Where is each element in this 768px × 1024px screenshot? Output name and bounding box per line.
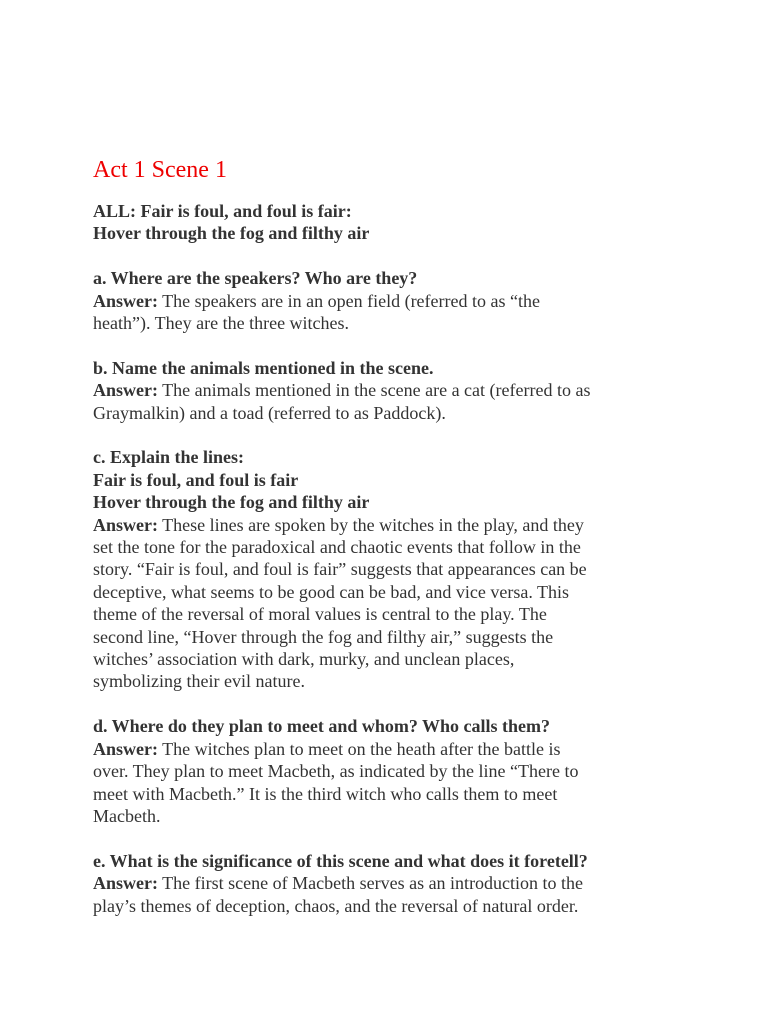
question-heading: a. Where are the speakers? Who are they? [93, 268, 418, 289]
page-title: Act 1 Scene 1 [93, 157, 227, 183]
answer-first-line [93, 872, 693, 894]
answer-label: Answer: [93, 873, 158, 894]
quote-line-1: ALL: Fair is foul, and foul is fair: [93, 201, 352, 221]
answer-line: theme of the reversal of moral values is central to the play. The [93, 604, 547, 625]
answer-line: meet with Macbeth.” It is the third witch who calls them to meet [93, 783, 558, 804]
answer-text: The witches plan to meet on the heath after the battle is [158, 738, 561, 759]
answer-line: second line, “Hover through the fog and filthy air,” suggests the [93, 626, 554, 647]
answer-line: heath”). They are the three witches. [93, 313, 350, 334]
question-block [93, 446, 693, 692]
question-heading: b. Name the animals mentioned in the scene. [93, 357, 434, 378]
answer-line: set the tone for the paradoxical and chaotic events that follow in the [93, 537, 581, 558]
answer-line: Macbeth. [93, 805, 161, 826]
question-list [93, 267, 693, 917]
quote-line-2: Hover through the fog and filthy air [93, 223, 370, 244]
opening-quote [93, 200, 693, 245]
answer-line: Graymalkin) and a toad (referred to as Paddock). [93, 402, 446, 423]
question-block [93, 357, 693, 424]
answer-first-line [93, 290, 693, 312]
answer-label: Answer: [93, 380, 158, 401]
answer-label: Answer: [93, 290, 158, 311]
answer-label: Answer: [93, 738, 158, 759]
answer-text: These lines are spoken by the witches in the play, and they [158, 514, 584, 535]
answer-first-line [93, 379, 693, 401]
answer-text: The animals mentioned in the scene are a cat (referred to as [158, 380, 591, 401]
question-block [93, 715, 693, 827]
question-heading: e. What is the significance of this scene and what does it foretell? [93, 850, 588, 871]
answer-text: The speakers are in an open field (referred to as “the [158, 290, 540, 311]
question-block [93, 850, 693, 917]
answer-text: The first scene of Macbeth serves as an introduction to the [158, 873, 584, 894]
answer-label: Answer: [93, 514, 158, 535]
answer-line: symbolizing their evil nature. [93, 671, 305, 692]
answer-line: deceptive, what seems to be good can be bad, and vice versa. This [93, 581, 570, 602]
answer-first-line [93, 738, 693, 760]
answer-line: play’s themes of deception, chaos, and the reversal of natural order. [93, 895, 579, 916]
question-block [93, 267, 693, 334]
question-quote-line: Hover through the fog and filthy air [93, 492, 370, 513]
document-page [93, 155, 693, 939]
answer-first-line [93, 514, 693, 536]
question-heading: d. Where do they plan to meet and whom? Who calls them? [93, 716, 551, 737]
answer-line: story. “Fair is foul, and foul is fair” suggests that appearances can be [93, 559, 587, 580]
question-quote-line: Fair is foul, and foul is fair [93, 469, 299, 490]
answer-line: witches’ association with dark, murky, and unclean places, [93, 649, 515, 670]
answer-line: over. They plan to meet Macbeth, as indicated by the line “There to [93, 761, 579, 782]
question-heading: c. Explain the lines: [93, 447, 245, 468]
